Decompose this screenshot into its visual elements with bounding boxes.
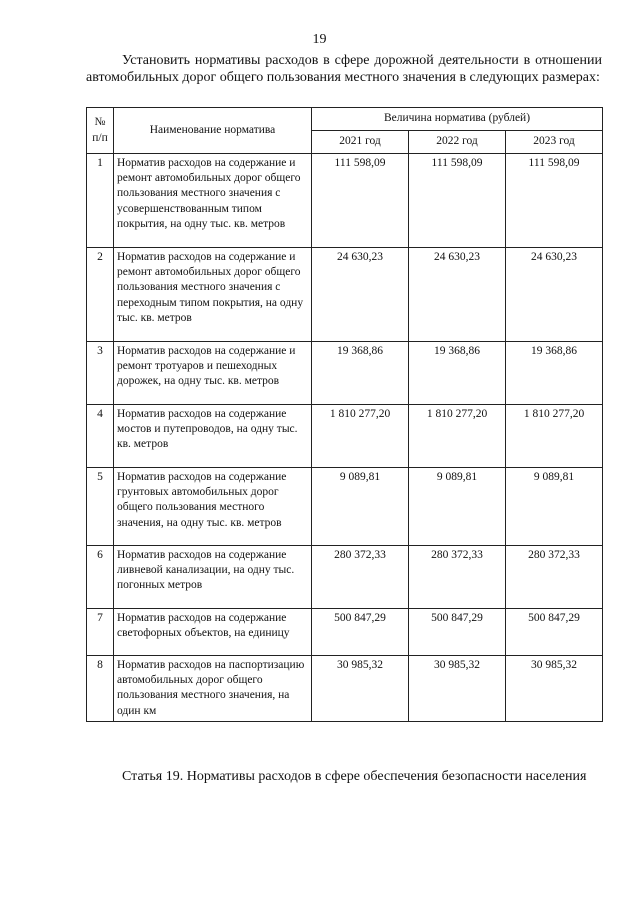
- row-name: Норматив расходов на содержание ливневой канализации, на одну тыс. погонных метров: [114, 546, 312, 609]
- row-value-2023: 1 810 277,20: [506, 405, 603, 468]
- row-number: 5: [87, 468, 114, 546]
- header-num: № п/п: [87, 108, 114, 154]
- row-number: 7: [87, 609, 114, 656]
- row-value-2022: 1 810 277,20: [409, 405, 506, 468]
- table-row: [87, 468, 603, 546]
- row-number: 1: [87, 154, 114, 248]
- row-name: Норматив расходов на содержание и ремонт автомобильных дорог общего пользования местного значения с переходным типом покрытия, на одну тыс. кв. метров: [114, 248, 312, 342]
- table-row: [87, 248, 603, 342]
- page-number: 19: [312, 32, 327, 47]
- header-name: Наименование норматива: [114, 108, 312, 154]
- row-value-2022: 24 630,23: [409, 248, 506, 342]
- header-year-2023: 2023 год: [506, 131, 603, 154]
- row-value-2022: 111 598,09: [409, 154, 506, 248]
- table-row: [87, 656, 603, 722]
- row-value-2021: 19 368,86: [312, 342, 409, 405]
- row-value-2021: 500 847,29: [312, 609, 409, 656]
- row-number: 8: [87, 656, 114, 722]
- row-value-2023: 500 847,29: [506, 609, 603, 656]
- table-row: [87, 342, 603, 405]
- article-heading: [86, 768, 602, 786]
- row-value-2022: 500 847,29: [409, 609, 506, 656]
- row-value-2021: 24 630,23: [312, 248, 409, 342]
- row-name: Норматив расходов на содержание и ремонт тротуаров и пешеходных дорожек, на одну тыс. кв. метров: [114, 342, 312, 405]
- table-row: [87, 405, 603, 468]
- row-value-2023: 9 089,81: [506, 468, 603, 546]
- row-value-2022: 30 985,32: [409, 656, 506, 722]
- row-value-2023: 30 985,32: [506, 656, 603, 722]
- row-value-2021: 111 598,09: [312, 154, 409, 248]
- row-value-2021: 280 372,33: [312, 546, 409, 609]
- intro-paragraph: [86, 52, 602, 86]
- header-value-group: Величина норматива (рублей): [312, 108, 603, 131]
- table-row: [87, 609, 603, 656]
- table-row: [87, 546, 603, 609]
- row-number: 6: [87, 546, 114, 609]
- table-row: [87, 154, 603, 248]
- row-value-2021: 30 985,32: [312, 656, 409, 722]
- row-number: 3: [87, 342, 114, 405]
- row-value-2021: 1 810 277,20: [312, 405, 409, 468]
- norms-table: [86, 107, 603, 722]
- row-value-2022: 19 368,86: [409, 342, 506, 405]
- row-value-2023: 280 372,33: [506, 546, 603, 609]
- intro-text: Установить нормативы расходов в сфере дорожной деятельности в отношении автомобильных дорог общего пользования местного значения в следующих размерах:: [86, 53, 602, 85]
- row-value-2023: 111 598,09: [506, 154, 603, 248]
- row-name: Норматив расходов на содержание и ремонт автомобильных дорог общего пользования местного значения с усовершенствованным типом покрытия, на одну тыс. кв. метров: [114, 154, 312, 248]
- row-name: Норматив расходов на содержание светофорных объектов, на единицу: [114, 609, 312, 656]
- row-number: 2: [87, 248, 114, 342]
- table-header-row: [87, 108, 603, 131]
- row-name: Норматив расходов на содержание грунтовых автомобильных дорог общего пользования местного значения, на одну тыс. кв. метров: [114, 468, 312, 546]
- row-value-2022: 280 372,33: [409, 546, 506, 609]
- article-text: Статья 19. Нормативы расходов в сфере обеспечения безопасности населения: [122, 769, 587, 784]
- header-year-2022: 2022 год: [409, 131, 506, 154]
- row-name: Норматив расходов на паспортизацию автомобильных дорог общего пользования местного значения, на один км: [114, 656, 312, 722]
- row-value-2021: 9 089,81: [312, 468, 409, 546]
- row-value-2022: 9 089,81: [409, 468, 506, 546]
- header-year-2021: 2021 год: [312, 131, 409, 154]
- row-number: 4: [87, 405, 114, 468]
- row-value-2023: 24 630,23: [506, 248, 603, 342]
- row-name: Норматив расходов на содержание мостов и путепроводов, на одну тыс. кв. метров: [114, 405, 312, 468]
- row-value-2023: 19 368,86: [506, 342, 603, 405]
